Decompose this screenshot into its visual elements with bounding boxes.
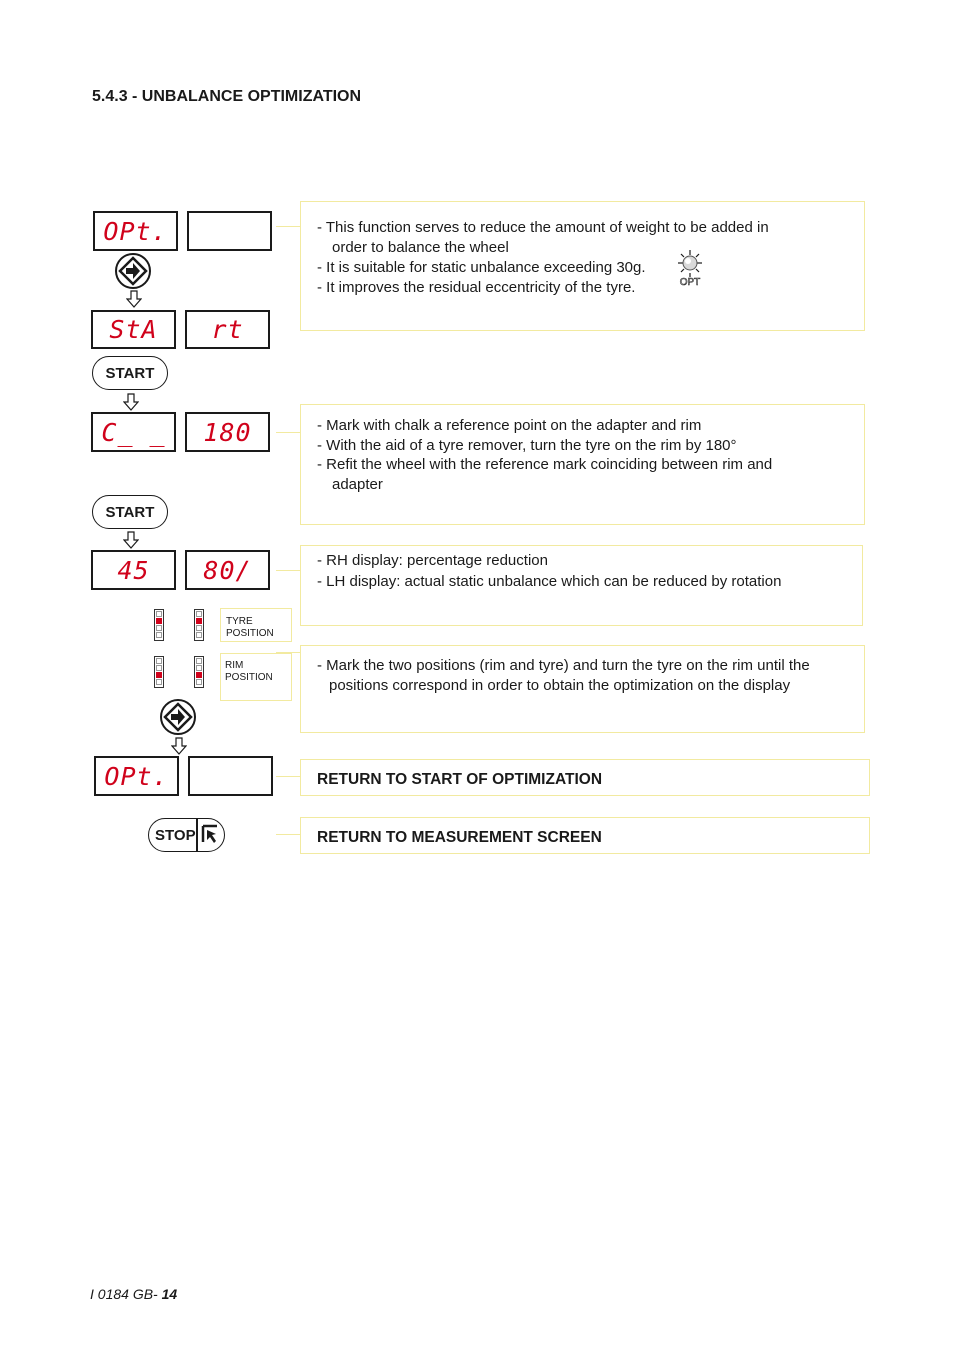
- mark-line: adapter: [332, 475, 383, 493]
- rotate-selector-icon[interactable]: [114, 252, 152, 290]
- leader-line: [276, 226, 300, 227]
- opt-indicator-icon: [675, 249, 705, 287]
- start-button[interactable]: START: [92, 356, 168, 390]
- leader-line: [276, 834, 300, 835]
- leader-line: [276, 776, 300, 777]
- right-display-rt: rt: [185, 310, 270, 349]
- intro-line: - It improves the residual eccentricity of the tyre.: [317, 278, 636, 296]
- intro-line: - It is suitable for static unbalance exceeding 30g.: [317, 259, 646, 276]
- positions-note: [300, 645, 865, 733]
- mark-line: - With the aid of a tyre remover, turn the tyre on the rim by 180°: [317, 436, 737, 454]
- leader-line: [276, 652, 300, 653]
- left-display-c: C_ _: [91, 412, 176, 452]
- leader-line: [276, 432, 300, 433]
- left-display-opt: OPt.: [94, 756, 179, 796]
- led-indicator-left: [154, 609, 164, 641]
- right-display-blank: [188, 756, 273, 796]
- mark-note: [300, 404, 865, 525]
- mark-line: - Mark with chalk a reference point on the adapter and rim: [317, 417, 702, 434]
- tyre-position-line-1: TYRE: [226, 616, 253, 627]
- led-indicator-right: [194, 609, 204, 641]
- return-start-note: RETURN TO START OF OPTIMIZATION: [300, 759, 870, 796]
- stop-label: STOP: [155, 826, 196, 844]
- intro-line: order to balance the wheel: [332, 238, 509, 256]
- stop-button[interactable]: [148, 818, 225, 852]
- page-footer: [90, 1286, 177, 1302]
- start-button[interactable]: START: [92, 495, 168, 529]
- positions-line: positions correspond in order to obtain the optimization on the display: [329, 676, 791, 694]
- section-heading: 5.4.3 - UNBALANCE OPTIMIZATION: [92, 88, 362, 105]
- led-indicator-left: [154, 656, 164, 688]
- right-display-percentage: 80∕: [185, 550, 270, 590]
- down-arrow-icon: [171, 737, 187, 755]
- right-display-180: 180: [185, 412, 270, 452]
- right-display-blank: [187, 211, 272, 251]
- stop-divider: [196, 818, 198, 852]
- left-display-opt: OPt.: [93, 211, 178, 251]
- tyre-position-label: [220, 608, 292, 642]
- left-display-sta: StA: [91, 310, 176, 349]
- down-arrow-icon: [126, 290, 142, 308]
- return-arrow-icon: [200, 824, 222, 846]
- positions-line: - Mark the two positions (rim and tyre) and turn the tyre on the rim until the: [317, 657, 810, 674]
- footer-code: I 0184 GB-: [90, 1286, 162, 1302]
- display-info-line: - LH display: actual static unbalance which can be reduced by rotation: [317, 572, 782, 590]
- led-indicator-right: [194, 656, 204, 688]
- down-arrow-icon: [123, 531, 139, 549]
- leader-line: [276, 570, 300, 571]
- display-info-note: [300, 545, 863, 626]
- return-measure-note: RETURN TO MEASUREMENT SCREEN: [300, 817, 870, 854]
- intro-note: [300, 201, 865, 331]
- opt-icon-label: OPT: [679, 277, 701, 287]
- rim-position-label: RIM POSITION: [220, 653, 292, 701]
- tyre-position-line-2: POSITION: [226, 628, 274, 639]
- mark-line: - Refit the wheel with the reference mark coinciding between rim and: [317, 456, 773, 473]
- page-number: 14: [161, 1286, 178, 1302]
- display-info-line: - RH display: percentage reduction: [317, 552, 548, 569]
- rotate-selector-icon[interactable]: [159, 698, 197, 736]
- intro-line: - This function serves to reduce the amount of weight to be added in: [317, 219, 769, 236]
- down-arrow-icon: [123, 393, 139, 411]
- left-display-unbalance: 45: [91, 550, 176, 590]
